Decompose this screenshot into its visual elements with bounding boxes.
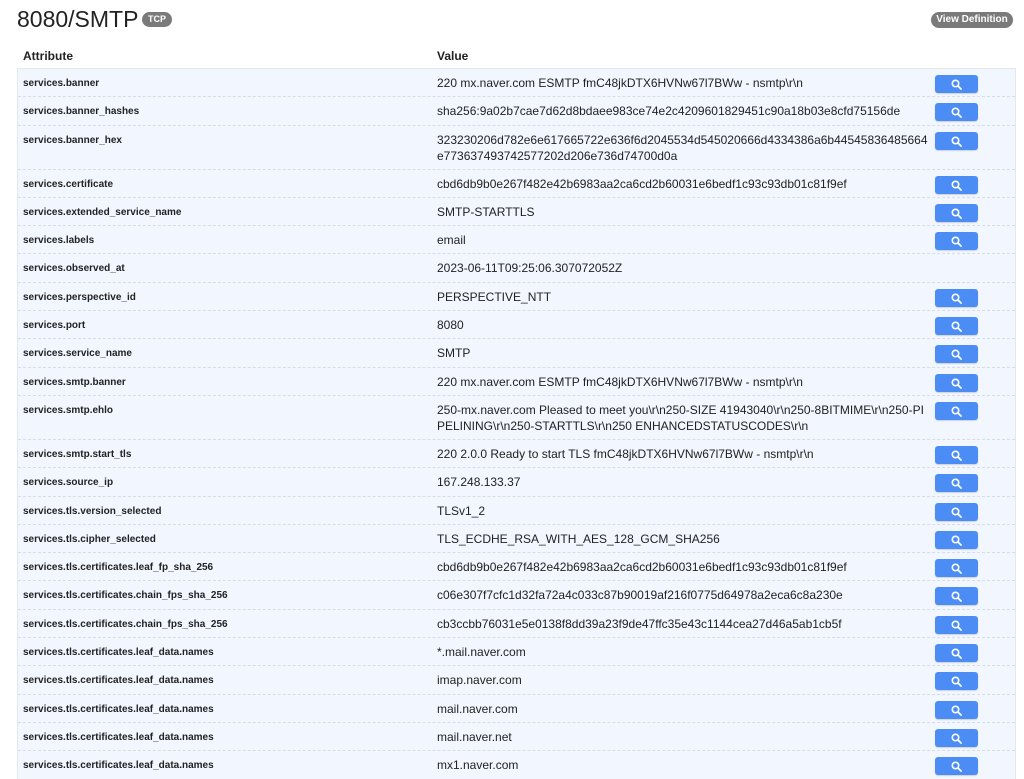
- search-icon: [951, 406, 962, 417]
- attribute-value: mx1.naver.com: [437, 758, 519, 773]
- table-row: [18, 225, 1015, 253]
- search-value-button[interactable]: [935, 204, 978, 222]
- search-value-button[interactable]: [935, 587, 978, 605]
- table-row: [18, 609, 1015, 637]
- search-value-button[interactable]: [935, 317, 978, 335]
- table-row: [18, 338, 1015, 366]
- table-row: [18, 694, 1015, 722]
- search-icon: [951, 563, 962, 574]
- attribute-value: 250-mx.naver.com Pleased to meet you\r\n250-SIZE 41943040\r\n250-8BITMIME\r\n250-PIPELINING\r\n250-STARTTLS\r\n250 ENHANCEDSTATUSCODES\r\n: [437, 402, 924, 433]
- table-row: [18, 169, 1015, 197]
- search-icon: [951, 535, 962, 546]
- attribute-value: SMTP: [437, 346, 471, 361]
- attribute-name: services.service_name: [23, 348, 132, 360]
- search-icon: [951, 648, 962, 659]
- table-row: [18, 439, 1015, 467]
- attribute-value: email: [437, 233, 466, 248]
- attribute-name: services.tls.certificates.leaf_data.names: [23, 760, 214, 772]
- attribute-column-header: Attribute: [23, 49, 73, 63]
- search-icon: [951, 620, 962, 631]
- search-value-button[interactable]: [935, 289, 978, 307]
- search-value-button[interactable]: [935, 729, 978, 747]
- attribute-name: services.extended_service_name: [23, 206, 182, 218]
- page-title: 8080/SMTP: [17, 6, 139, 32]
- search-icon: [951, 208, 962, 219]
- search-value-button[interactable]: [935, 559, 978, 577]
- attribute-value: cb3ccbb76031e5e0138f8dd39a23f9de47ffc35e43c1144cea27d46a5ab1cb5f: [437, 616, 842, 631]
- search-icon: [951, 591, 962, 602]
- attribute-value: 8080: [437, 318, 464, 333]
- search-icon: [951, 705, 962, 716]
- attribute-value: 220 2.0.0 Ready to start TLS fmC48jkDTX6HVNw67l7BWw - nsmtp\r\n: [437, 446, 814, 461]
- attribute-value: cbd6db9b0e267f482e42b6983aa2ca6cd2b60031e6bedf1c93c93db01c81f9ef: [437, 560, 847, 575]
- attribute-value: 323230206d782e6e617665722e636f6d2045534d545020666d4334386a6b44545836485664e773637493742577202d206e736d74700d0a: [437, 132, 928, 163]
- search-icon: [951, 733, 962, 744]
- attribute-value: 167.248.133.37: [437, 475, 521, 490]
- table-row: [18, 395, 1015, 439]
- attribute-name: services.perspective_id: [23, 291, 136, 303]
- attribute-name: services.banner_hex: [23, 134, 122, 146]
- search-icon: [951, 107, 962, 118]
- search-icon: [951, 136, 962, 147]
- attribute-name: services.tls.certificates.leaf_fp_sha_256: [23, 562, 214, 574]
- attribute-value: *.mail.naver.com: [437, 645, 526, 660]
- search-value-button[interactable]: [935, 345, 978, 363]
- search-icon: [951, 349, 962, 360]
- protocol-badge: TCP: [142, 12, 172, 27]
- search-value-button[interactable]: [935, 103, 978, 121]
- attribute-name: services.banner: [23, 78, 100, 89]
- table-row: [18, 96, 1015, 124]
- attribute-name: services.smtp.start_tls: [23, 448, 132, 460]
- attribute-name: services.banner_hashes: [23, 106, 140, 118]
- attribute-name: services.port: [23, 320, 86, 332]
- attribute-value: sha256:9a02b7cae7d62d8bdaee983ce74e2c4209601829451c90a18b03e8cfd75156de: [437, 104, 901, 119]
- view-definition-button[interactable]: View Definition: [931, 12, 1013, 28]
- search-icon: [951, 180, 962, 191]
- attribute-name: services.tls.certificates.leaf_data.names: [23, 703, 214, 715]
- search-icon: [951, 236, 962, 247]
- search-icon: [951, 321, 962, 332]
- search-icon: [951, 761, 962, 772]
- table-row: [18, 197, 1015, 225]
- value-column-header: Value: [437, 49, 469, 63]
- search-icon: [951, 478, 962, 489]
- table-row: [18, 282, 1015, 310]
- attribute-name: services.tls.certificates.leaf_data.names: [23, 675, 214, 687]
- attribute-name: services.tls.certificates.chain_fps_sha_256: [23, 618, 228, 630]
- attribute-name: services.tls.certificates.chain_fps_sha_256: [23, 590, 228, 602]
- attribute-value: 220 mx.naver.com ESMTP fmC48jkDTX6HVNw67l7BWw - nsmtp\r\n: [437, 374, 803, 389]
- table-row: [18, 253, 1015, 281]
- search-value-button[interactable]: [935, 503, 978, 521]
- attribute-value: imap.naver.com: [437, 673, 522, 688]
- table-row: [18, 125, 1015, 169]
- attribute-value: PERSPECTIVE_NTT: [437, 289, 552, 304]
- attribute-value: mail.naver.net: [437, 729, 512, 744]
- search-icon: [951, 676, 962, 687]
- search-icon: [951, 293, 962, 304]
- attribute-value: TLSv1_2: [437, 503, 486, 518]
- search-value-button[interactable]: [935, 757, 978, 775]
- attribute-name: services.source_ip: [23, 477, 114, 489]
- search-icon: [951, 79, 962, 90]
- attribute-name: services.tls.certificates.leaf_data.names: [23, 731, 214, 743]
- search-value-button[interactable]: [935, 402, 978, 420]
- attribute-name: services.certificate: [23, 178, 114, 190]
- search-value-button[interactable]: [935, 644, 978, 662]
- table-row: [18, 665, 1015, 693]
- table-row: [18, 580, 1015, 608]
- attribute-name: services.observed_at: [23, 263, 125, 275]
- search-value-button[interactable]: [935, 374, 978, 392]
- attribute-name: services.smtp.banner: [23, 376, 126, 388]
- table-row: [18, 496, 1015, 524]
- search-value-button[interactable]: [935, 132, 978, 150]
- search-value-button[interactable]: [935, 176, 978, 194]
- attribute-name: services.tls.certificates.leaf_data.names: [23, 647, 214, 659]
- attribute-value: 220 mx.naver.com ESMTP fmC48jkDTX6HVNw67l7BWw - nsmtp\r\n: [437, 76, 803, 90]
- search-value-button[interactable]: [935, 616, 978, 634]
- table-row: [18, 367, 1015, 395]
- attribute-value: cbd6db9b0e267f482e42b6983aa2ca6cd2b60031e6bedf1c93c93db01c81f9ef: [437, 176, 847, 191]
- search-value-button[interactable]: [935, 672, 978, 690]
- table-row: [18, 552, 1015, 580]
- attribute-value: SMTP-STARTTLS: [437, 204, 535, 219]
- attributes-table: [17, 68, 1016, 779]
- attribute-name: services.smtp.ehlo: [23, 404, 114, 416]
- attribute-value: TLS_ECDHE_RSA_WITH_AES_128_GCM_SHA256: [437, 531, 720, 546]
- table-row: [18, 68, 1015, 96]
- search-value-button[interactable]: [935, 701, 978, 719]
- attribute-value: mail.naver.com: [437, 701, 518, 716]
- search-icon: [951, 378, 962, 389]
- search-value-button[interactable]: [935, 75, 978, 93]
- attribute-name: services.tls.version_selected: [23, 505, 162, 517]
- table-row: [18, 524, 1015, 552]
- table-row: [18, 722, 1015, 750]
- page-header: [0, 0, 1024, 40]
- search-value-button[interactable]: [935, 531, 978, 549]
- table-row: [18, 310, 1015, 338]
- search-value-button[interactable]: [935, 446, 978, 464]
- attribute-value: 2023-06-11T09:25:06.307072052Z: [437, 261, 623, 276]
- search-icon: [951, 450, 962, 461]
- search-value-button[interactable]: [935, 474, 978, 492]
- attribute-name: services.tls.cipher_selected: [23, 533, 156, 545]
- table-row: [18, 637, 1015, 665]
- table-row: [18, 467, 1015, 495]
- attribute-value: c06e307f7cfc1d32fa72a4c033c87b90019af216f0775d64978a2eca6c8a230e: [437, 588, 843, 603]
- table-row: [18, 750, 1015, 778]
- search-icon: [951, 507, 962, 518]
- attribute-name: services.labels: [23, 235, 95, 247]
- search-value-button[interactable]: [935, 232, 978, 250]
